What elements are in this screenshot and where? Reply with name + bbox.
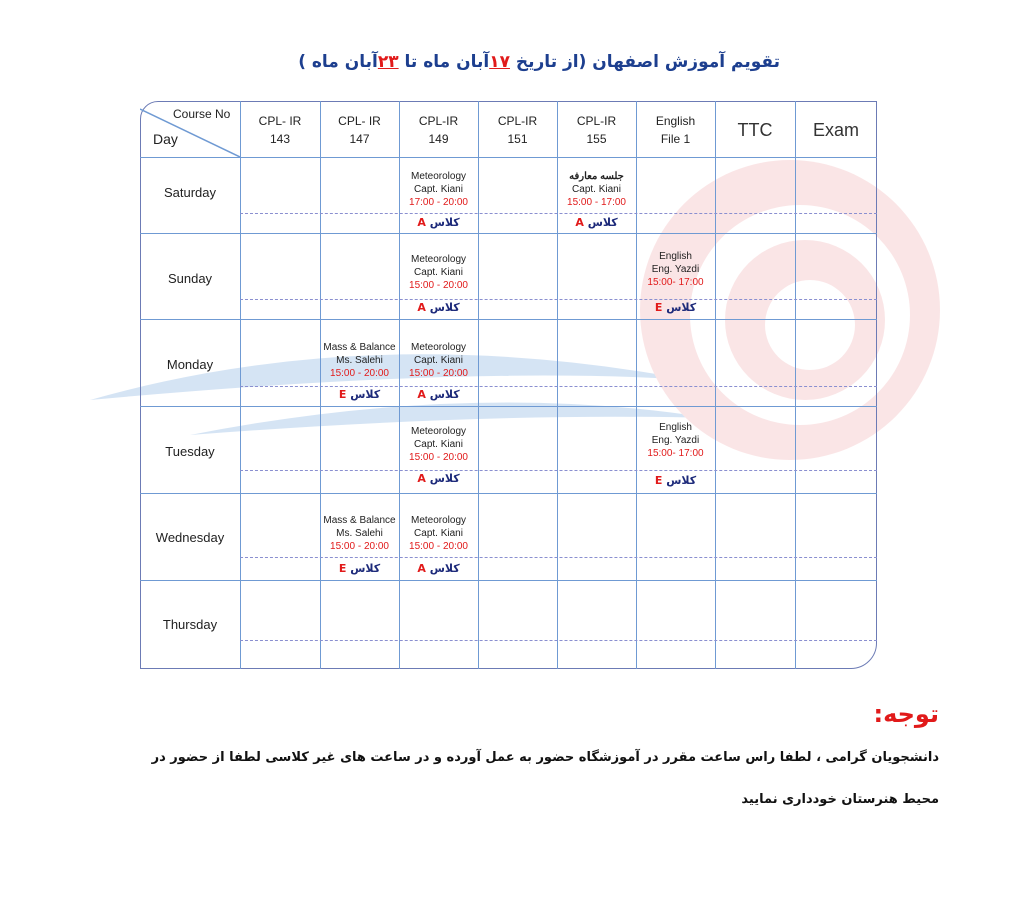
dashed-separator <box>240 557 877 558</box>
row-divider <box>140 580 877 581</box>
day-label-saturday: Saturday <box>163 185 217 200</box>
class-label <box>399 216 478 229</box>
class-word: کلاس <box>429 216 460 229</box>
class-label <box>636 474 715 487</box>
class-letter: E <box>654 474 663 487</box>
column-header <box>795 110 877 150</box>
entry-subject: Mass & Balance <box>323 342 396 353</box>
entry-subject: Meteorology <box>410 426 467 437</box>
entry-time: 15:00 - 20:00 <box>330 541 389 552</box>
class-letter: E <box>338 562 347 575</box>
column-header-line2: 151 <box>507 132 528 146</box>
dashed-separator <box>240 213 877 214</box>
entry-teacher: Capt. Kiani <box>414 528 463 539</box>
dashed-separator <box>240 470 877 471</box>
class-word: کلاس <box>666 474 697 487</box>
entry-teacher: Capt. Kiani <box>414 355 463 366</box>
column-header <box>636 110 715 150</box>
entry-teacher: Capt. Kiani <box>572 184 621 195</box>
row-divider <box>140 406 877 407</box>
day-label-sunday: Sunday <box>167 271 213 286</box>
column-header-line1: CPL-IR <box>576 114 617 128</box>
class-letter: A <box>417 472 426 485</box>
column-header-line2: 155 <box>586 132 607 146</box>
column-header-line2: File 1 <box>660 132 691 146</box>
entry-teacher: Capt. Kiani <box>414 267 463 278</box>
entry-subject: Meteorology <box>410 515 467 526</box>
class-word: کلاس <box>429 562 460 575</box>
class-letter: A <box>417 388 426 401</box>
entry-subject: English <box>659 422 692 433</box>
column-divider <box>715 101 716 669</box>
course-no-label: Course No <box>173 107 231 121</box>
entry-time: 15:00 - 20:00 <box>409 368 468 379</box>
dashed-separator <box>240 299 877 300</box>
class-letter: E <box>338 388 347 401</box>
column-header-line1: English <box>655 114 696 128</box>
class-label <box>399 388 478 401</box>
column-header-line1: CPL-IR <box>418 114 459 128</box>
column-header <box>557 110 636 150</box>
row-divider <box>140 319 877 320</box>
entry-time: 15:00- 17:00 <box>647 448 704 459</box>
note-line: محیط هنرستان خودداری نمایید <box>741 792 939 807</box>
class-label <box>320 388 399 401</box>
entry-time: 15:00 - 17:00 <box>567 197 626 208</box>
entry-teacher: Ms. Salehi <box>336 528 383 539</box>
schedule-entry <box>399 341 478 380</box>
entry-teacher: Eng. Yazdi <box>651 264 700 275</box>
entry-subject: Meteorology <box>410 342 467 353</box>
entry-teacher: Capt. Kiani <box>414 439 463 450</box>
class-label <box>399 472 478 485</box>
column-divider <box>240 101 241 669</box>
class-label <box>399 301 478 314</box>
entry-subject: Meteorology <box>410 171 467 182</box>
corner-header <box>140 101 240 157</box>
entry-teacher: Ms. Salehi <box>336 355 383 366</box>
entry-teacher: Eng. Yazdi <box>651 435 700 446</box>
column-header <box>399 110 478 150</box>
class-word: کلاس <box>429 301 460 314</box>
class-label <box>399 562 478 575</box>
column-header <box>478 110 557 150</box>
column-header <box>320 110 399 150</box>
column-header-line2: 147 <box>349 132 370 146</box>
class-label <box>557 216 636 229</box>
note-line: دانشجویان گرامی ، لطفا راس ساعت مقرر در آموزشگاه حضور به عمل آورده و در ساعت های غیر کلاسی لطفا از حضور در <box>151 750 939 765</box>
schedule-entry <box>399 514 478 553</box>
dashed-separator <box>240 386 877 387</box>
entry-time: 15:00 - 20:00 <box>409 541 468 552</box>
column-header-line1: CPL- IR <box>258 114 302 128</box>
class-letter: A <box>417 562 426 575</box>
column-header-line2: 143 <box>269 132 291 146</box>
entry-subject: Mass & Balance <box>323 515 396 526</box>
day-label-thursday: Thursday <box>162 617 218 632</box>
entry-time: 17:00 - 20:00 <box>409 197 468 208</box>
row-divider <box>140 493 877 494</box>
row-divider <box>140 157 877 158</box>
class-word: کلاس <box>429 388 460 401</box>
entry-subject: Meteorology <box>410 254 467 265</box>
entry-time: 15:00 - 20:00 <box>409 452 468 463</box>
schedule-title: تقویم آموزش اصفهان (از تاریخ ۱۷آبان ماه تا ۲۳آبان ماه ) <box>298 52 780 72</box>
day-label: Day <box>153 131 178 147</box>
column-header <box>715 110 795 150</box>
class-letter: A <box>417 216 426 229</box>
schedule-entry <box>320 514 399 553</box>
day-label-tuesday: Tuesday <box>165 444 215 459</box>
class-label <box>320 562 399 575</box>
schedule-entry <box>557 170 636 209</box>
class-letter: A <box>575 216 584 229</box>
column-divider <box>478 101 479 669</box>
column-divider <box>636 101 637 669</box>
schedule-entry <box>636 421 715 460</box>
column-header-line1: TTC <box>737 120 773 140</box>
entry-teacher: Capt. Kiani <box>414 184 463 195</box>
column-header-line2: 149 <box>428 132 449 146</box>
column-divider <box>320 101 321 669</box>
column-divider <box>795 101 796 669</box>
schedule-entry <box>399 253 478 292</box>
row-divider <box>140 233 877 234</box>
entry-subject: جلسه معارفه <box>569 171 624 182</box>
class-letter: E <box>654 301 663 314</box>
entry-time: 15:00- 17:00 <box>647 277 704 288</box>
column-header-line1: Exam <box>812 120 859 140</box>
class-label <box>636 301 715 314</box>
day-label-wednesday: Wednesday <box>155 530 225 545</box>
schedule-entry <box>399 170 478 209</box>
class-word: کلاس <box>429 472 460 485</box>
dashed-separator <box>240 640 877 641</box>
column-header <box>240 110 320 150</box>
entry-time: 15:00 - 20:00 <box>330 368 389 379</box>
class-word: کلاس <box>350 388 381 401</box>
schedule-entry <box>636 250 715 289</box>
column-header-line1: CPL- IR <box>338 114 381 128</box>
class-letter: A <box>417 301 426 314</box>
schedule-entry <box>399 425 478 464</box>
entry-time: 15:00 - 20:00 <box>409 280 468 291</box>
day-label-monday: Monday <box>166 357 214 372</box>
class-word: کلاس <box>666 301 697 314</box>
note-heading: توجه: <box>873 700 939 728</box>
entry-subject: English <box>659 251 692 262</box>
class-word: کلاس <box>350 562 381 575</box>
column-header-line1: CPL-IR <box>497 114 538 128</box>
schedule-entry <box>320 341 399 380</box>
schedule-grid <box>140 101 877 669</box>
class-word: کلاس <box>587 216 618 229</box>
